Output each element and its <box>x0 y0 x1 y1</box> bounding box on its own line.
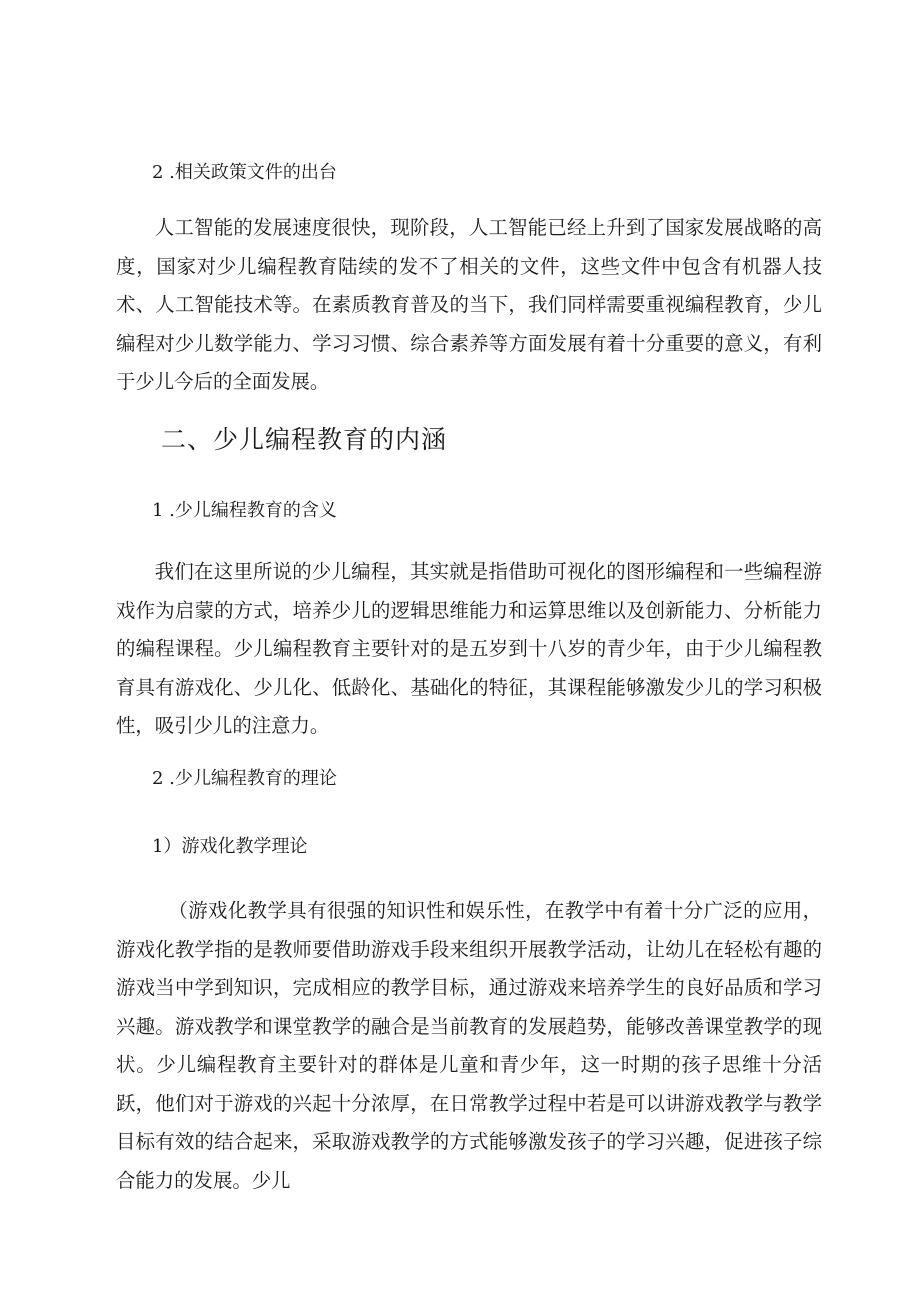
section-heading-meaning: 1 .少儿编程教育的含义 <box>152 500 337 521</box>
section-heading-policy: 2 .相关政策文件的出台 <box>152 162 337 183</box>
paragraph-gamification: （游戏化教学具有很强的知识性和娱乐性，在教学中有着十分广泛的应用，游戏化教学指的是教师要借助游戏手段来组织开展教学活动，让幼儿在轻松有趣的游戏当中学到知识，完成相应的教学目标，通过游戏来培养学生的良好品质和学习兴趣。游戏教学和课堂教学的融合是当前教育的发展趋势，能够改善课堂教学的现状。少儿编程教育主要针对的群体是儿童和青少年，这一时期的孩子思维十分活跃，他们对于游戏的兴起十分浓厚，在日常教学过程中若是可以讲游戏教学与教学目标有效的结合起来，采取游戏教学的方式能够激发孩子的学习兴趣，促进孩子综合能力的发展。少儿 <box>116 899 822 1192</box>
chapter-title: 二、少儿编程教育的内涵 <box>161 425 448 454</box>
paragraph-meaning: 我们在这里所说的少儿编程，其实就是指借助可视化的图形编程和一些编程游戏作为启蒙的方式，培养少儿的逻辑思维能力和运算思维以及创新能力、分析能力的编程课程。少儿编程教育主要针对的是五岁到十八岁的青少年，由于少儿编程教育具有游戏化、少儿化、低龄化、基础化的特征，其课程能够激发少儿的学习积极性，吸引少儿的注意力。 <box>116 560 822 737</box>
paragraph-policy: 人工智能的发展速度很快，现阶段，人工智能已经上升到了国家发展战略的高度，国家对少儿编程教育陆续的发不了相关的文件，这些文件中包含有机器人技术、人工智能技术等。在素质教育普及的当下，我们同样需要重视编程教育，少儿编程对少儿数学能力、学习习惯、综合素养等方面发展有着十分重要的意义，有利于少儿今后的全面发展。 <box>116 216 822 393</box>
section-heading-theory: 2 .少儿编程教育的理论 <box>152 768 337 789</box>
subsection-heading-gamification: 1）游戏化教学理论 <box>152 836 308 857</box>
